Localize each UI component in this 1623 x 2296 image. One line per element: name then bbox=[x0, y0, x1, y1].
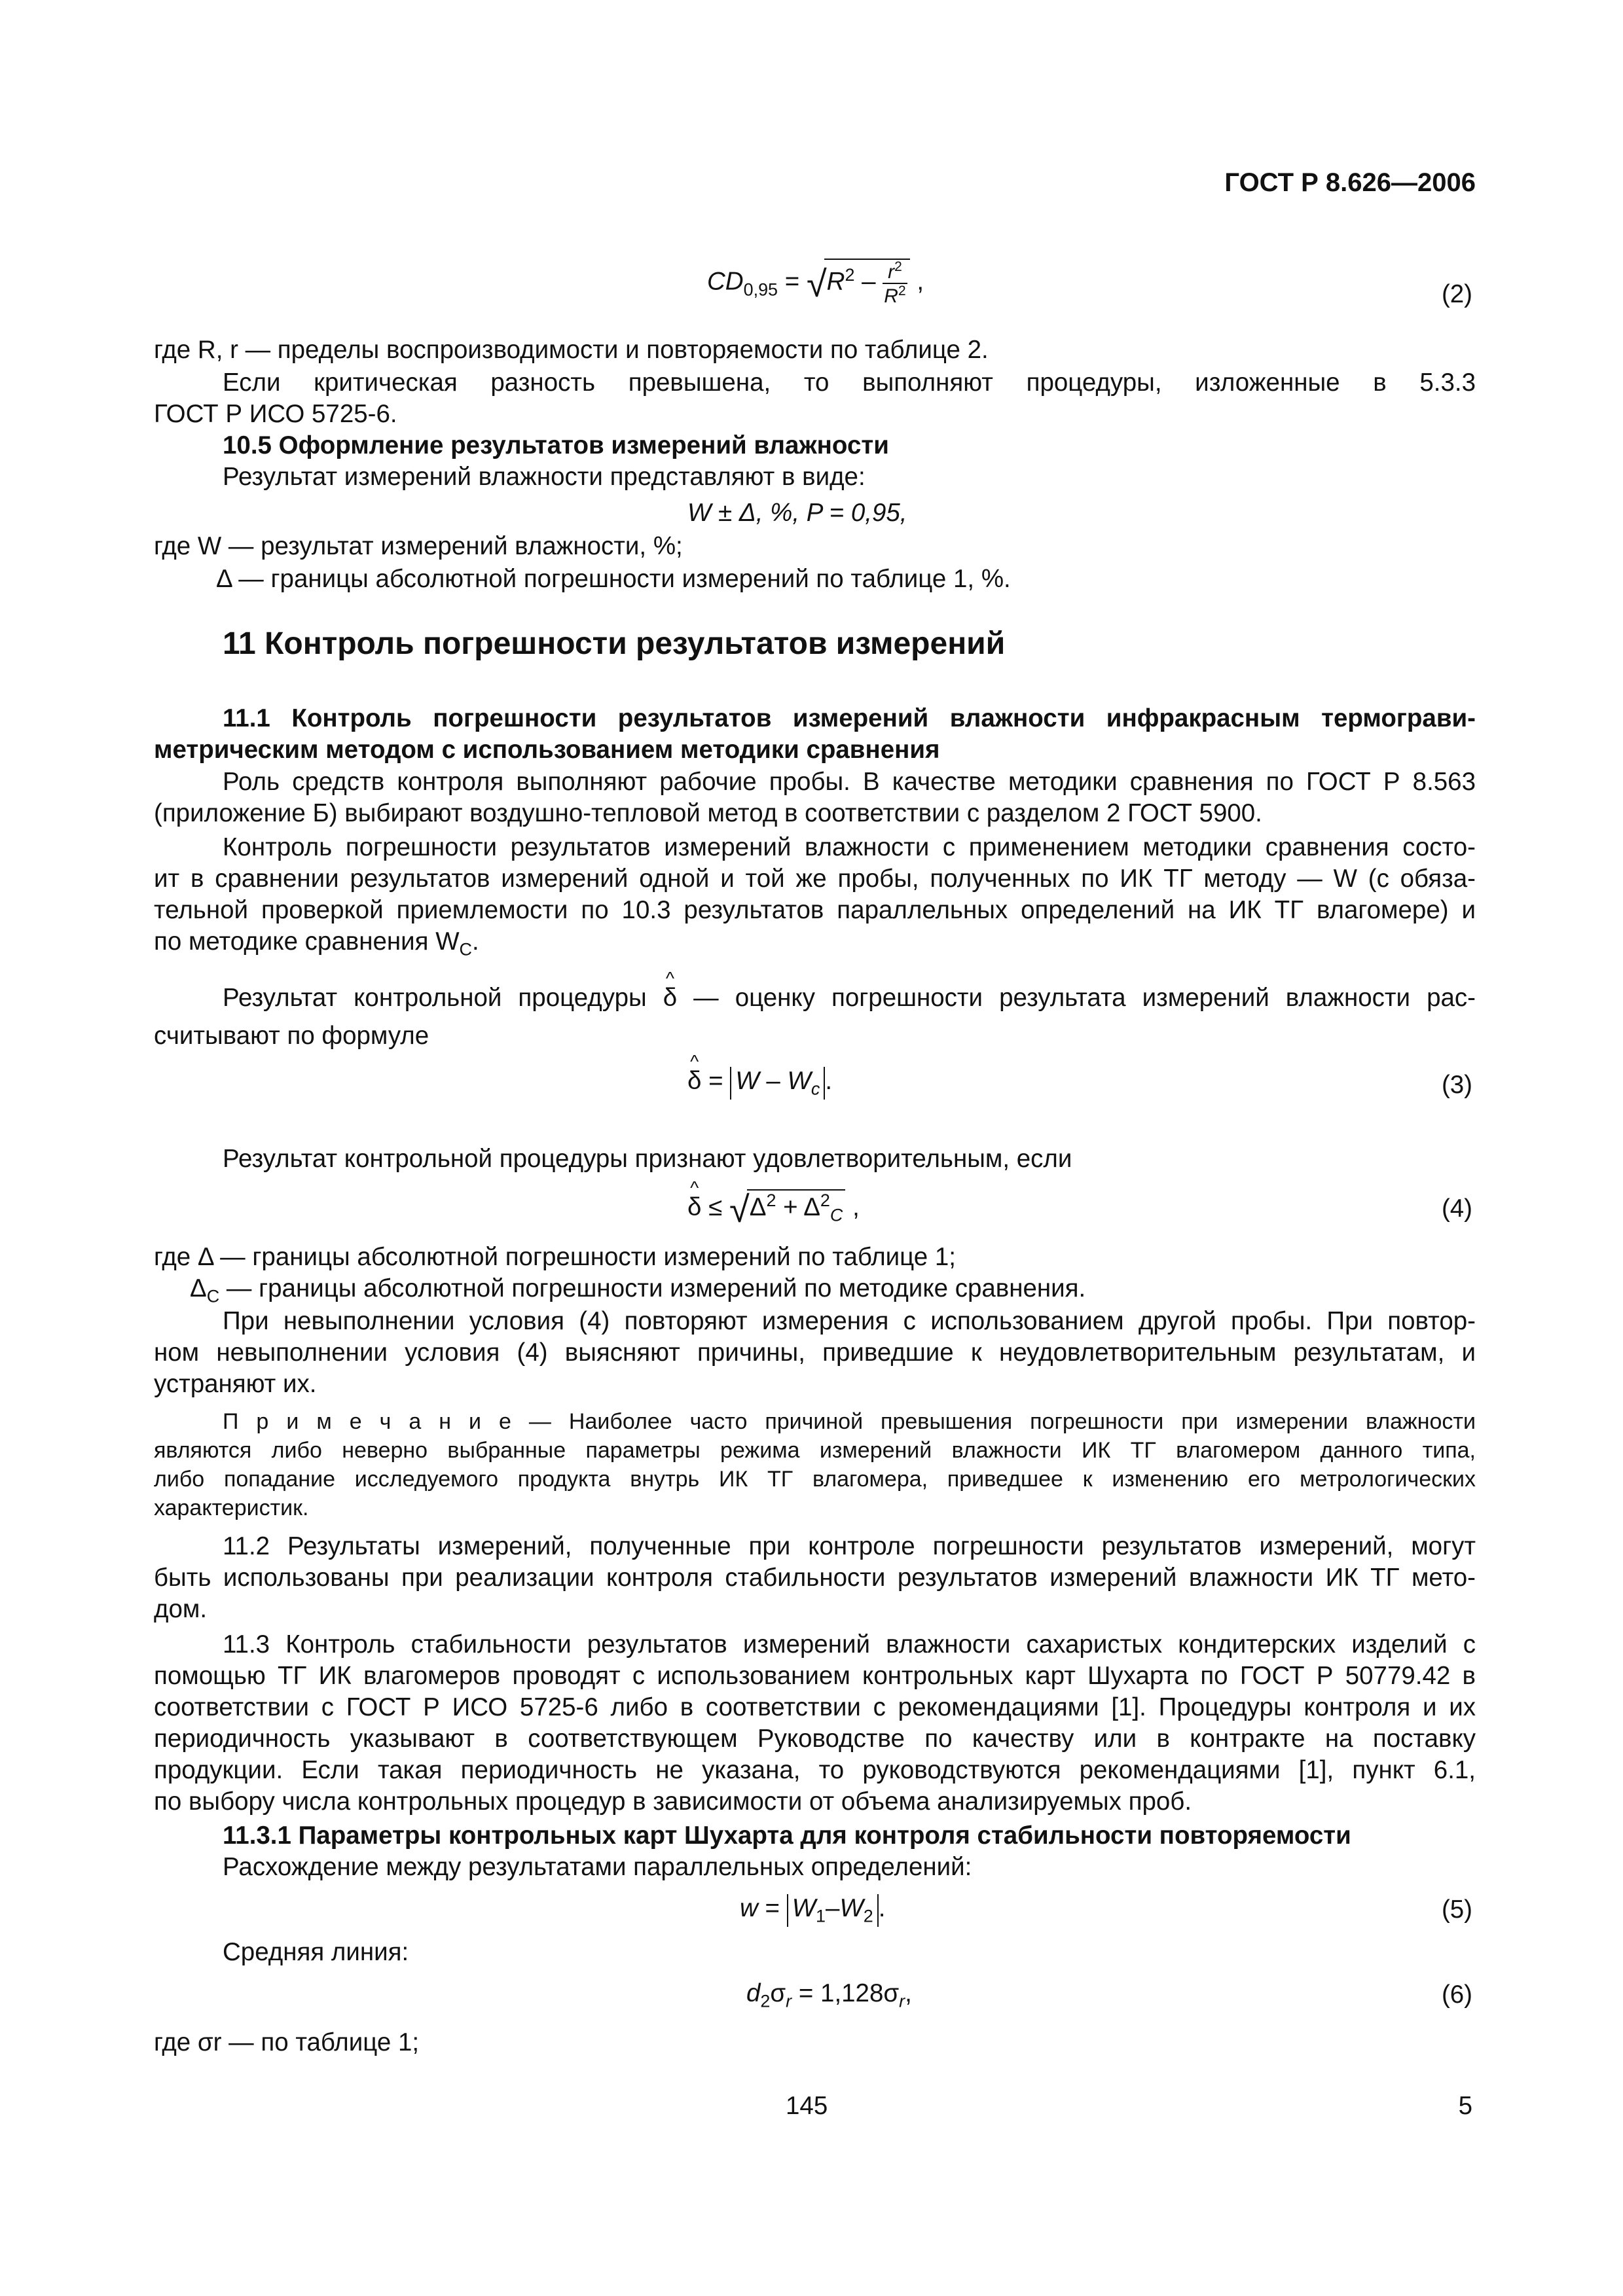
equation-number-6: (6) bbox=[1441, 1981, 1472, 2009]
text-line: по методике сравнения $W_С$. bbox=[154, 927, 479, 960]
document-id-header: ГОСТ Р 8.626—2006 bbox=[1224, 168, 1476, 197]
text-line: 11.2 Результаты измерений, полученные при контроле погрешности результатов измерений, могут bbox=[223, 1532, 1476, 1560]
text-line: $\Delta_С$ — границы абсолютной погрешности измерений по методике сравнения. bbox=[190, 1274, 1086, 1306]
formula-6: $d_2\sigma_r = 1,128\sigma_r$, bbox=[746, 1979, 912, 2011]
formula-3: ^ $\delta = W - W_c$ . bbox=[687, 1067, 832, 1100]
text-line: 11.3 Контроль стабильности результатов измерений влажности сахаристых кондитерских изделий с bbox=[223, 1630, 1476, 1659]
equation-number-4: (4) bbox=[1441, 1194, 1472, 1223]
text-line: где W — результат измерений влажности, %; bbox=[154, 532, 683, 560]
formula-4: ^ $\delta \le √\Delta^2 + \Delta^2_C$ , bbox=[687, 1188, 860, 1230]
text-line: Контроль погрешности результатов измерений влажности с применением методики сравнения состо- bbox=[223, 833, 1476, 861]
text-line: где R, r — пределы воспроизводимости и повторяемости по таблице 2. bbox=[154, 336, 989, 364]
page-number-center: 145 bbox=[786, 2092, 828, 2120]
text-line: Результат измерений влажности представляют в виде: bbox=[223, 463, 866, 491]
text-line: где Δ — границы абсолютной погрешности измерений по таблице 1; bbox=[154, 1243, 957, 1271]
formula-5: $w = W_1-W_2$ . bbox=[740, 1894, 886, 1926]
text-line: считывают по формуле bbox=[154, 1022, 429, 1050]
text-line: помощью ТГ ИК влагомеров проводят с использованием контрольных карт Шухарта по ГОСТ Р 50779.42 в bbox=[154, 1662, 1476, 1690]
text-line: Роль средств контроля выполняют рабочие пробы. В качестве методики сравнения по ГОСТ Р 8.563 bbox=[223, 768, 1476, 796]
chapter-heading-11: 11 Контроль погрешности результатов измерений bbox=[223, 626, 1006, 661]
note-text: либо попадание исследуемого продукта внутрь ИК ТГ влагомера, приведшее к изменению его метрологических bbox=[154, 1467, 1476, 1492]
note-text: характеристик. bbox=[154, 1496, 309, 1520]
section-heading-11-1: 11.1 Контроль погрешности результатов измерений влажности инфракрасным термограви- bbox=[223, 704, 1476, 732]
page-number-right: 5 bbox=[1458, 2092, 1472, 2120]
text-line: ном невыполнении условия (4) выясняют причины, приведшие к неудовлетворительным результатам, и bbox=[154, 1338, 1476, 1367]
text-line: по выбору числа контрольных процедур в зависимости от объема анализируемых проб. bbox=[154, 1787, 1192, 1816]
text-line: дом. bbox=[154, 1595, 208, 1623]
text-line: ГОСТ Р ИСО 5725-6. bbox=[154, 400, 397, 428]
text-line: быть использованы при реализации контроля стабильности результатов измерений влажности ИК ТГ мето- bbox=[154, 1564, 1476, 1592]
text-line: где σr — по таблице 1; bbox=[154, 2028, 420, 2056]
note-text: П р и м е ч а н и е — Наиболее часто причиной превышения погрешности при измерении влажности bbox=[223, 1409, 1476, 1434]
text-line: продукции. Если такая периодичность не указана, то руководствуются рекомендациями [1], пункт 6.1, bbox=[154, 1756, 1476, 1784]
text-line: При невыполнении условия (4) повторяют измерения с использованием другой пробы. При повтор- bbox=[223, 1307, 1476, 1335]
sqrt-symbol: √ bbox=[806, 262, 827, 304]
text-line: Средняя линия: bbox=[223, 1938, 409, 1966]
section-heading-11-3-1: 11.3.1 Параметры контрольных карт Шухарта для контроля стабильности повторяемости bbox=[223, 1821, 1351, 1850]
sqrt-symbol: √ bbox=[729, 1189, 750, 1230]
text-line: (приложение Б) выбирают воздушно-тепловой метод в соответствии с разделом 2 ГОСТ 5900. bbox=[154, 799, 1262, 827]
equation-number-3: (3) bbox=[1441, 1071, 1472, 1099]
section-heading-11-1-cont: метрическим методом с использованием методики сравнения bbox=[154, 736, 940, 764]
text-line: тельной проверкой приемлемости по 10.3 результатов параллельных определений на ИК ТГ влагомере) и bbox=[154, 896, 1476, 924]
text-line: периодичность указывают в соответствующем Руководстве по качеству или в контракте на поставку bbox=[154, 1725, 1476, 1753]
text-line: соответствии с ГОСТ Р ИСО 5725-6 либо в соответствии с рекомендациями [1]. Процедуры контроля и их bbox=[154, 1693, 1476, 1721]
formula-result: W ± Δ, %, P = 0,95, bbox=[687, 499, 907, 527]
equation-number-5: (5) bbox=[1441, 1895, 1472, 1924]
text-line: устраняют их. bbox=[154, 1370, 317, 1398]
formula-2: $CD_{0,95} = √R^2$ – $\frac{r^2}{R^2}$ , bbox=[707, 259, 924, 307]
equation-number-2: (2) bbox=[1441, 280, 1472, 308]
note-text: являются либо неверно выбранные параметры режима измерений влажности ИК ТГ влагомером данного типа, bbox=[154, 1438, 1476, 1463]
section-heading-10-5: 10.5 Оформление результатов измерений влажности bbox=[223, 431, 889, 459]
text-line: Расхождение между результатами параллельных определений: bbox=[223, 1853, 972, 1881]
text-line: Если критическая разность превышена, то выполняют процедуры, изложенные в 5.3.3 bbox=[223, 368, 1476, 397]
text-line: ит в сравнении результатов измерений одной и той же пробы, полученных по ИК ТГ методу — W (с обяза- bbox=[154, 865, 1476, 893]
text-line: Δ — границы абсолютной погрешности измерений по таблице 1, %. bbox=[216, 565, 1011, 593]
text-line: Результат контрольной процедуры ^ δ — оценку погрешности результата измерений влажности рас- bbox=[223, 983, 1476, 1013]
text-line: Результат контрольной процедуры признают удовлетворительным, если bbox=[223, 1145, 1072, 1173]
